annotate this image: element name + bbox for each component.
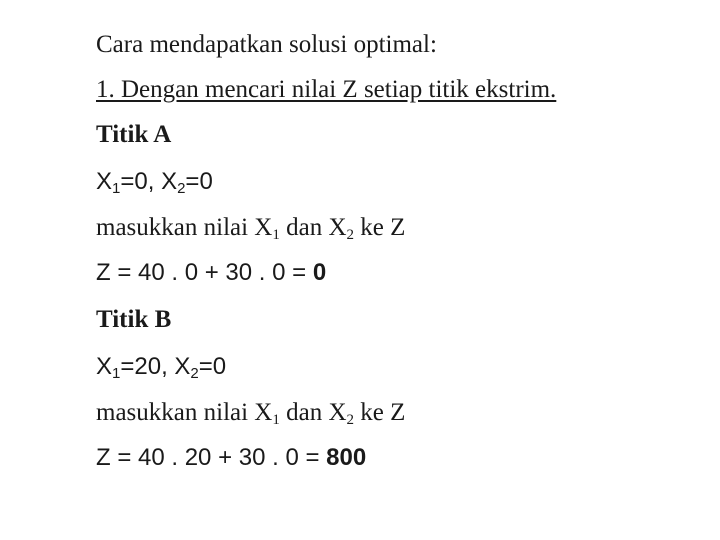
titik-a-heading: Titik A [96, 121, 172, 148]
calc-result: 0 [312, 259, 327, 286]
substitute-sub1: 1 [272, 227, 280, 243]
x1-symbol: X [96, 353, 113, 380]
x2-symbol: X [174, 353, 191, 380]
substitute-mid: dan X [279, 214, 347, 241]
calc-expression: Z = 40 . 0 + 30 . 0 = [96, 259, 313, 286]
calc-expression: Z = 40 . 20 + 30 . 0 = [96, 444, 327, 471]
x1-subscript: 1 [112, 365, 121, 382]
x2-subscript: 2 [177, 180, 186, 197]
titik-b-values [96, 352, 226, 382]
x1-subscript: 1 [112, 180, 121, 197]
titik-a-substitute-text [96, 213, 405, 243]
x2-value: =0 [198, 353, 227, 380]
titik-b-calculation [96, 443, 366, 473]
x2-value: =0 [185, 168, 213, 195]
titik-b-heading: Titik B [96, 306, 172, 333]
step-1-title: 1. Dengan mencari nilai Z setiap titik ekstrim. [96, 76, 557, 103]
titik-a-calculation [96, 258, 326, 288]
substitute-pre: masukkan nilai X [96, 399, 273, 426]
substitute-post: ke Z [354, 214, 406, 241]
intro-text: Cara mendapatkan solusi optimal: [96, 31, 437, 58]
substitute-sub2: 2 [346, 412, 355, 428]
substitute-pre: masukkan nilai X [96, 214, 273, 241]
x1-symbol: X [96, 168, 113, 195]
x1-value: =0, [120, 168, 162, 195]
titik-b-substitute-text [96, 398, 405, 428]
calc-result: 800 [326, 444, 367, 471]
x2-subscript: 2 [190, 365, 199, 382]
substitute-post: ke Z [354, 399, 406, 426]
x2-symbol: X [161, 168, 178, 195]
titik-a-values [96, 167, 213, 197]
x1-value: =20, [120, 353, 175, 380]
substitute-sub1: 1 [272, 412, 280, 428]
substitute-mid: dan X [279, 399, 347, 426]
substitute-sub2: 2 [346, 227, 355, 243]
